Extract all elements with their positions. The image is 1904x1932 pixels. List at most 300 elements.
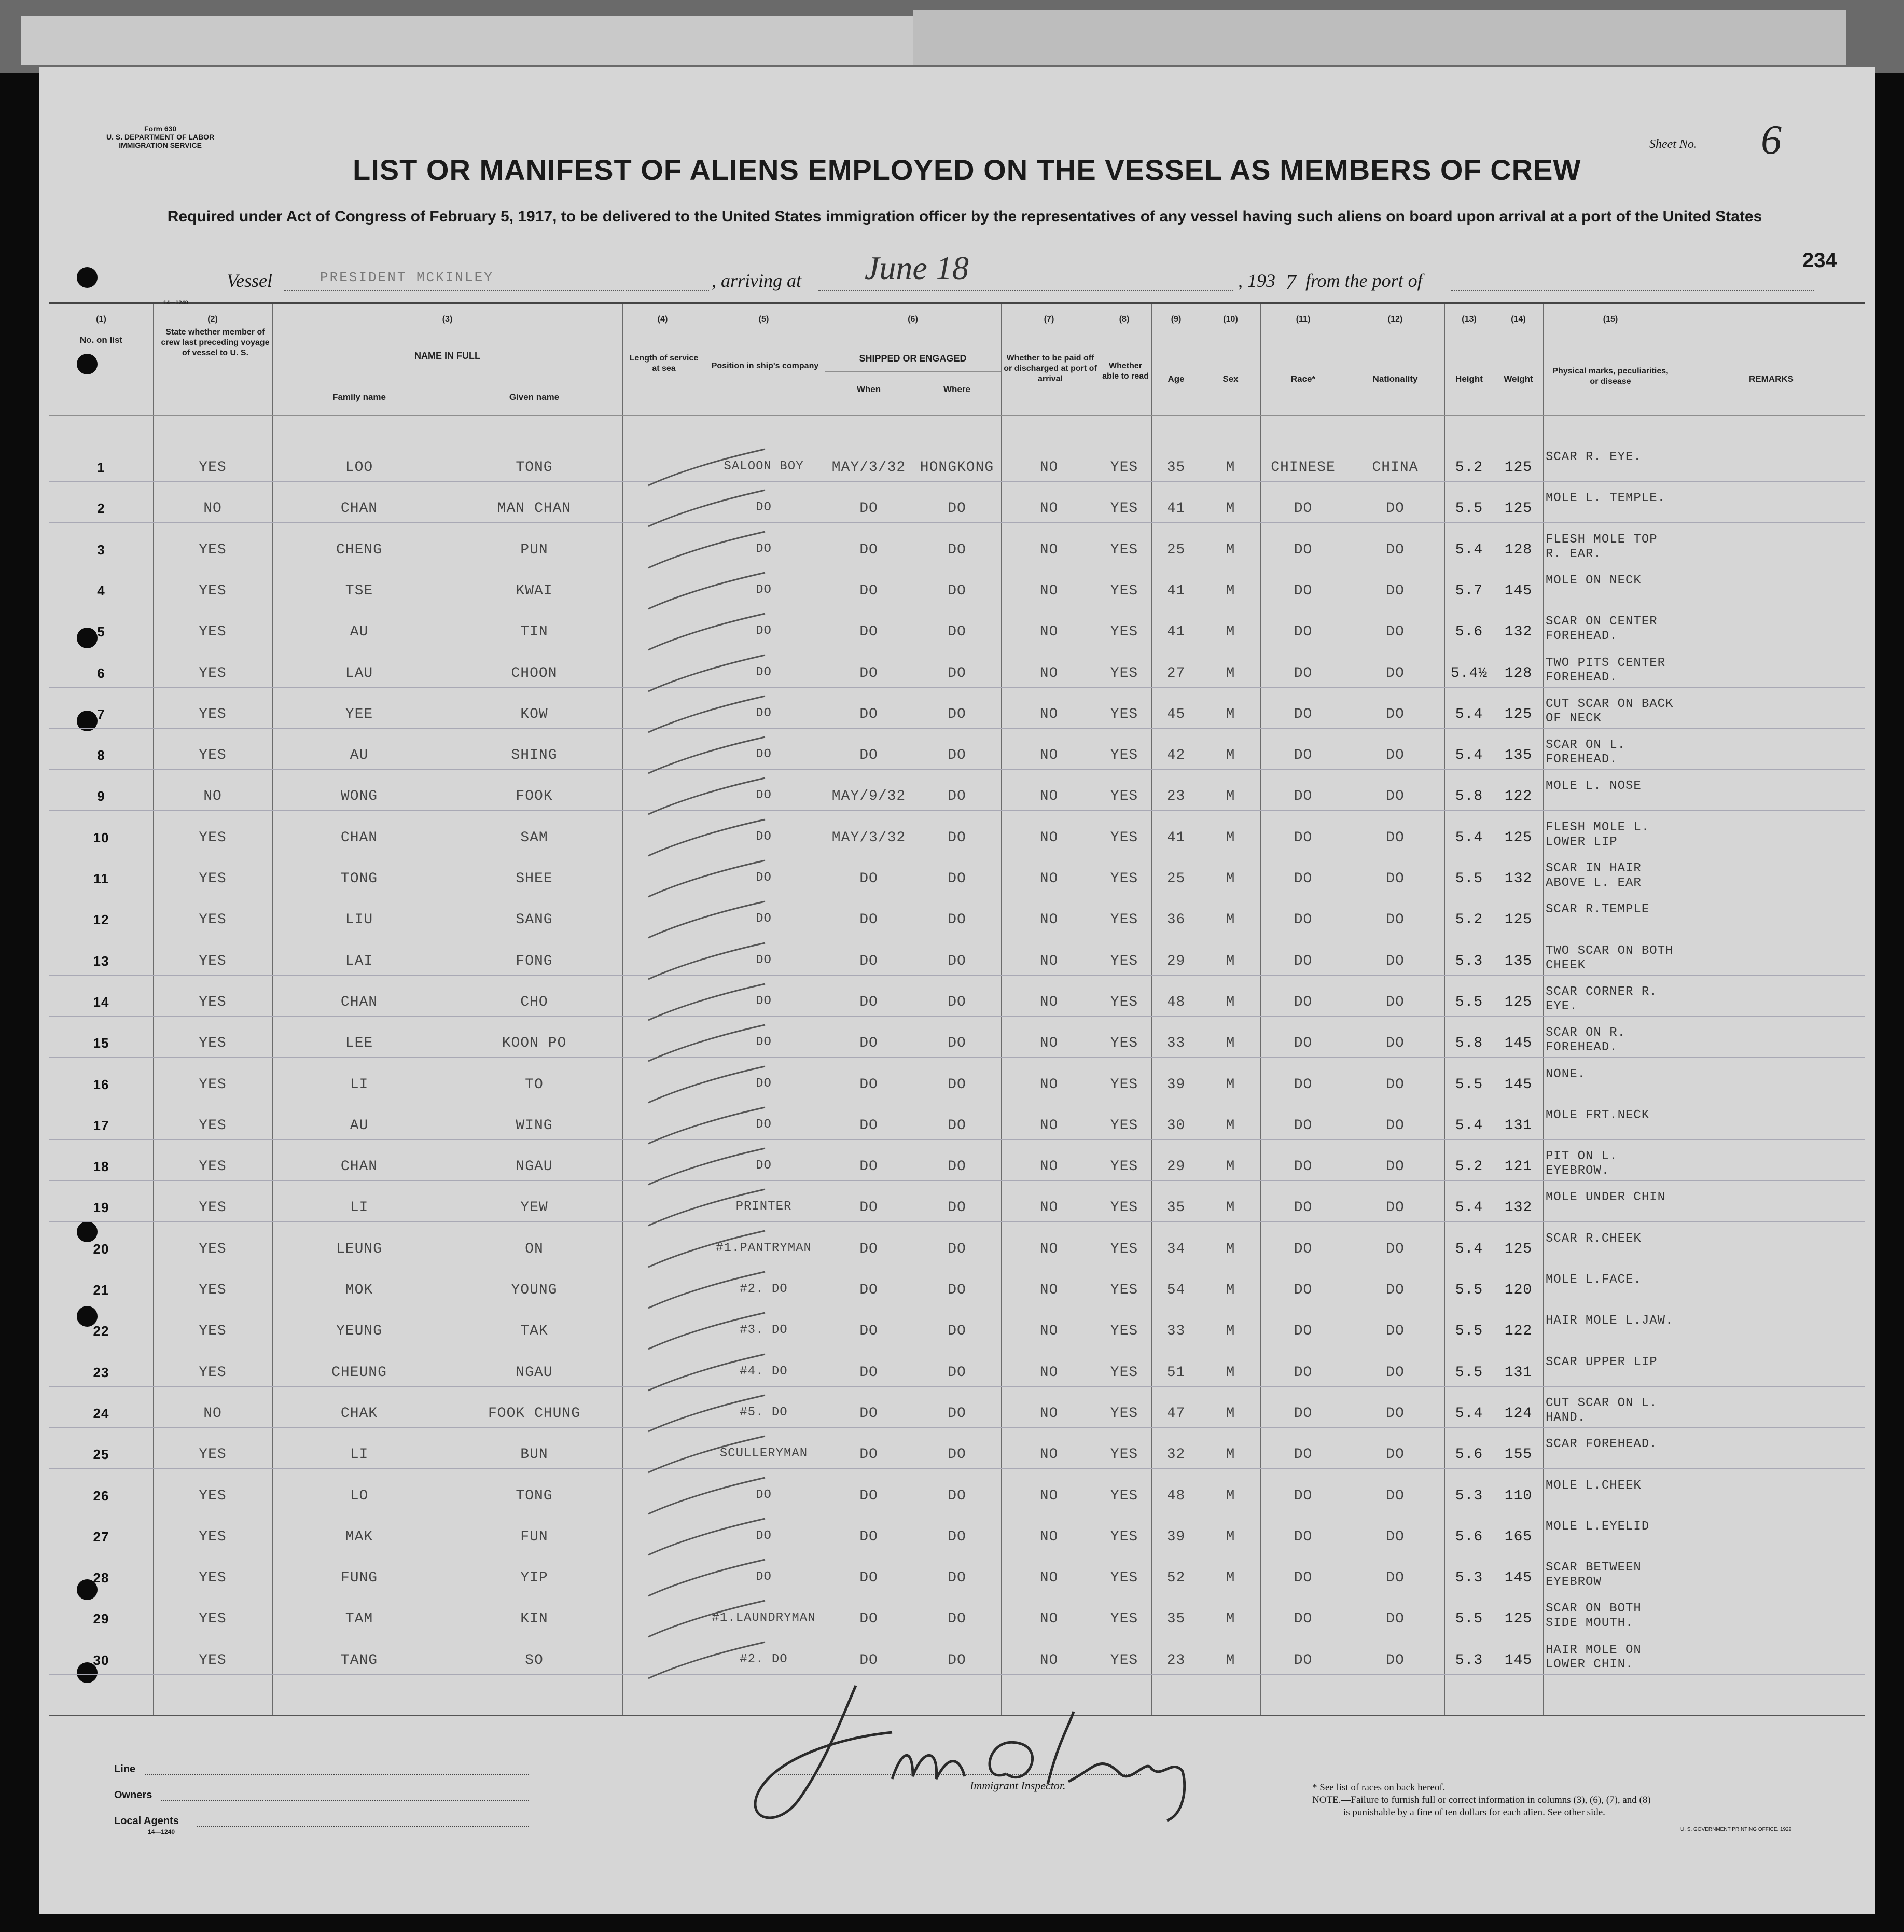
inspector-label: Immigrant Inspector.	[970, 1779, 1066, 1792]
cell-race: DO	[1294, 1076, 1313, 1093]
cell-weight: 125	[1504, 460, 1533, 476]
cell-where: DO	[948, 747, 966, 764]
cell-family-name: LAU	[345, 665, 373, 682]
cell-height: 5.4½	[1450, 665, 1488, 682]
cell-physical-marks: SCAR CORNER R. EYE.	[1546, 984, 1658, 1013]
cell-weight: 135	[1504, 747, 1533, 764]
cell-weight: 145	[1504, 1035, 1533, 1052]
cell-paid-off: NO	[1039, 706, 1059, 722]
row-number: 5	[97, 624, 105, 640]
cell-position: DO	[756, 1117, 772, 1132]
cell-nationality: DO	[1386, 953, 1405, 969]
cell-paid-off: NO	[1039, 1611, 1059, 1628]
cell-member: YES	[199, 871, 227, 887]
cell-when: DO	[859, 541, 878, 558]
cell-where: DO	[948, 1076, 966, 1093]
cell-when: DO	[859, 912, 878, 928]
cell-able-to-read: YES	[1110, 460, 1138, 476]
cell-height: 5.5	[1455, 1076, 1483, 1093]
pencil-check-mark	[646, 1064, 770, 1110]
races-note: * See list of races on back hereof.	[1312, 1782, 1446, 1793]
cell-given-name: TO	[525, 1076, 544, 1093]
cell-given-name: TAK	[520, 1323, 548, 1340]
cell-weight: 145	[1504, 1652, 1533, 1669]
cell-when: MAY/3/32	[831, 829, 906, 846]
year-prefix: , 193	[1238, 270, 1275, 291]
cell-family-name: LI	[350, 1076, 369, 1093]
cell-race: DO	[1294, 953, 1313, 969]
cell-paid-off: NO	[1039, 1159, 1059, 1175]
row-number: 22	[93, 1323, 109, 1339]
cell-physical-marks: MOLE L. TEMPLE.	[1546, 491, 1666, 506]
cell-when: DO	[859, 624, 878, 641]
cell-age: 42	[1166, 747, 1186, 764]
scan-top-strip	[0, 0, 1904, 73]
cell-weight: 121	[1504, 1159, 1533, 1175]
cell-when: DO	[859, 994, 878, 1010]
table-row	[49, 1427, 1865, 1428]
cell-weight: 110	[1504, 1488, 1533, 1504]
row-number: 7	[97, 706, 105, 722]
column-divider	[1543, 304, 1544, 1715]
column-number: (3)	[442, 315, 453, 324]
cell-race: DO	[1294, 1282, 1313, 1298]
cell-able-to-read: YES	[1110, 1076, 1138, 1093]
cell-able-to-read: YES	[1110, 1528, 1138, 1545]
cell-member: YES	[199, 747, 227, 764]
cell-age: 34	[1166, 1241, 1186, 1257]
cell-sex: M	[1226, 1405, 1235, 1422]
cell-sex: M	[1226, 1076, 1235, 1093]
cell-sex: M	[1226, 1528, 1235, 1545]
cell-race: DO	[1294, 1528, 1313, 1545]
cell-height: 5.4	[1455, 829, 1483, 846]
cell-physical-marks: SCAR ON BOTH SIDE MOUTH.	[1546, 1602, 1642, 1631]
header-where: Where	[943, 384, 970, 394]
cell-age: 33	[1166, 1035, 1186, 1052]
cell-height: 5.3	[1455, 1570, 1483, 1587]
cell-sex: M	[1226, 1652, 1235, 1669]
cell-physical-marks: SCAR R.CHEEK	[1546, 1231, 1642, 1246]
pencil-check-mark	[646, 1475, 770, 1522]
cell-where: DO	[948, 624, 966, 641]
table-row	[49, 481, 1865, 482]
table-row	[49, 1180, 1865, 1181]
cell-given-name: KWAI	[516, 582, 553, 599]
cell-nationality: DO	[1386, 912, 1405, 928]
cell-age: 54	[1166, 1282, 1186, 1298]
cell-family-name: MAK	[345, 1528, 373, 1545]
pencil-check-mark	[646, 1269, 770, 1316]
cell-able-to-read: YES	[1110, 665, 1138, 682]
cell-sex: M	[1226, 1611, 1235, 1628]
agents-label: Local Agents	[114, 1815, 179, 1827]
cell-weight: 132	[1504, 624, 1533, 641]
cell-nationality: DO	[1386, 1323, 1405, 1340]
cell-where: DO	[948, 706, 966, 722]
cell-given-name: NGAU	[516, 1364, 553, 1381]
cell-member: YES	[199, 1364, 227, 1381]
cell-where: DO	[948, 1447, 966, 1463]
cell-race: DO	[1294, 994, 1313, 1010]
cell-family-name: LI	[350, 1447, 369, 1463]
manifest-table	[49, 302, 1865, 1716]
agents-code: 14—1240	[148, 1828, 175, 1836]
form-number: Form 630	[144, 124, 177, 133]
cell-able-to-read: YES	[1110, 501, 1138, 517]
column-number: (7)	[1044, 315, 1054, 324]
cell-physical-marks: NONE.	[1546, 1067, 1586, 1081]
cell-weight: 128	[1504, 541, 1533, 558]
cell-race: DO	[1294, 706, 1313, 722]
from-port-label: from the port of	[1305, 270, 1423, 291]
cell-able-to-read: YES	[1110, 1570, 1138, 1587]
cell-position: DO	[756, 1488, 772, 1502]
cell-sex: M	[1226, 1117, 1235, 1134]
cell-position: DO	[756, 624, 772, 638]
row-number: 9	[97, 788, 105, 804]
cell-age: 23	[1166, 1652, 1186, 1669]
cell-sex: M	[1226, 582, 1235, 599]
header-shipped-or-engaged: SHIPPED OR ENGAGED	[859, 353, 967, 364]
cell-nationality: DO	[1386, 994, 1405, 1010]
cell-family-name: LIU	[345, 912, 373, 928]
cell-sex: M	[1226, 747, 1235, 764]
cell-sex: M	[1226, 1159, 1235, 1175]
pencil-check-mark	[646, 858, 770, 905]
cell-physical-marks: FLESH MOLE L. LOWER LIP	[1546, 820, 1650, 849]
cell-age: 52	[1166, 1570, 1186, 1587]
cell-race: DO	[1294, 829, 1313, 846]
cell-height: 5.2	[1455, 912, 1483, 928]
cell-height: 5.5	[1455, 1611, 1483, 1628]
cell-height: 5.5	[1455, 1364, 1483, 1381]
small-code: 14—1240	[163, 300, 188, 306]
cell-nationality: DO	[1386, 665, 1405, 682]
cell-sex: M	[1226, 1570, 1235, 1587]
cell-able-to-read: YES	[1110, 624, 1138, 641]
header-when: When	[856, 384, 881, 394]
cell-family-name: YEE	[345, 706, 373, 722]
cell-member: YES	[199, 1117, 227, 1134]
cell-height: 5.5	[1455, 871, 1483, 887]
cell-where: DO	[948, 1159, 966, 1175]
cell-given-name: CHO	[520, 994, 548, 1010]
cell-sex: M	[1226, 1282, 1235, 1298]
cell-given-name: KIN	[520, 1611, 548, 1628]
cell-where: DO	[948, 1200, 966, 1216]
cell-paid-off: NO	[1039, 1200, 1059, 1216]
table-row	[49, 975, 1865, 976]
cell-when: DO	[859, 1528, 878, 1545]
cell-able-to-read: YES	[1110, 582, 1138, 599]
cell-able-to-read: YES	[1110, 953, 1138, 969]
cell-height: 5.4	[1455, 706, 1483, 722]
row-number: 30	[93, 1652, 109, 1668]
cell-height: 5.3	[1455, 953, 1483, 969]
cell-nationality: DO	[1386, 1652, 1405, 1669]
vessel-underline	[284, 290, 709, 291]
cell-able-to-read: YES	[1110, 1200, 1138, 1216]
pencil-check-mark	[646, 1393, 770, 1439]
cell-race: DO	[1294, 1652, 1313, 1669]
cell-given-name: KOON PO	[502, 1035, 567, 1052]
cell-height: 5.5	[1455, 994, 1483, 1010]
row-number: 19	[93, 1200, 109, 1216]
cell-weight: 145	[1504, 582, 1533, 599]
cell-given-name: FOOK CHUNG	[488, 1405, 581, 1422]
cell-member: YES	[199, 1323, 227, 1340]
header-race: Race*	[1290, 374, 1316, 384]
column-number: (9)	[1171, 315, 1182, 324]
cell-where: DO	[948, 1282, 966, 1298]
cell-given-name: CHOON	[511, 665, 558, 682]
cell-where: DO	[948, 788, 966, 805]
header-age: Age	[1168, 374, 1185, 384]
cell-where: DO	[948, 1528, 966, 1545]
cell-weight: 124	[1504, 1405, 1533, 1422]
cell-race: DO	[1294, 912, 1313, 928]
cell-position: #2. DO	[740, 1282, 788, 1296]
pencil-check-mark	[646, 1228, 770, 1275]
cell-paid-off: NO	[1039, 1282, 1059, 1298]
cell-nationality: DO	[1386, 706, 1405, 722]
cell-position: DO	[756, 1528, 772, 1543]
cell-position: SALOON BOY	[724, 460, 804, 474]
cell-member: YES	[199, 460, 227, 476]
cell-paid-off: NO	[1039, 871, 1059, 887]
header-physical-marks: Physical marks, peculiarities, or disease	[1552, 367, 1669, 386]
cell-family-name: CHAK	[340, 1405, 378, 1422]
cell-when: DO	[859, 1159, 878, 1175]
printing-office-note: U. S. GOVERNMENT PRINTING OFFICE. 1929	[1680, 1827, 1792, 1832]
cell-race: DO	[1294, 1570, 1313, 1587]
cell-race: DO	[1294, 582, 1313, 599]
cell-paid-off: NO	[1039, 1405, 1059, 1422]
table-row	[49, 687, 1865, 688]
cell-nationality: DO	[1386, 1117, 1405, 1134]
cell-physical-marks: TWO PITS CENTER FOREHEAD.	[1546, 656, 1666, 685]
pencil-check-mark	[646, 1598, 770, 1645]
cell-where: DO	[948, 665, 966, 682]
pencil-check-mark	[646, 570, 770, 617]
cell-able-to-read: YES	[1110, 1405, 1138, 1422]
cell-race: DO	[1294, 1159, 1313, 1175]
arriving-label: , arriving at	[712, 270, 802, 291]
cell-given-name: TONG	[516, 1488, 553, 1504]
sheet-number: 6	[1761, 117, 1782, 163]
cell-where: DO	[948, 1364, 966, 1381]
cell-given-name: MAN CHAN	[497, 501, 572, 517]
cell-member: YES	[199, 541, 227, 558]
pencil-check-mark	[646, 1105, 770, 1151]
cell-family-name: TAM	[345, 1611, 373, 1628]
row-number: 14	[93, 994, 109, 1010]
cell-when: DO	[859, 1447, 878, 1463]
cell-age: 33	[1166, 1323, 1186, 1340]
cell-family-name: LAI	[345, 953, 373, 969]
pencil-check-mark	[646, 775, 770, 822]
cell-position: DO	[756, 1159, 772, 1173]
cell-where: DO	[948, 1117, 966, 1134]
cell-member: YES	[199, 1282, 227, 1298]
cell-physical-marks: SCAR ON CENTER FOREHEAD.	[1546, 615, 1658, 644]
cell-when: DO	[859, 1035, 878, 1052]
cell-when: DO	[859, 1117, 878, 1134]
column-number: (14)	[1511, 315, 1526, 324]
pencil-check-mark	[646, 734, 770, 781]
cell-race: DO	[1294, 501, 1313, 517]
line-field	[145, 1774, 529, 1775]
cell-nationality: DO	[1386, 1364, 1405, 1381]
cell-able-to-read: YES	[1110, 541, 1138, 558]
cell-height: 5.4	[1455, 747, 1483, 764]
owners-label: Owners	[114, 1789, 152, 1801]
previous-page-edge-right	[913, 10, 1846, 65]
cell-age: 27	[1166, 665, 1186, 682]
cell-given-name: FOOK	[516, 788, 553, 805]
row-number: 2	[97, 501, 105, 517]
cell-given-name: YIP	[520, 1570, 548, 1587]
cell-where: DO	[948, 1035, 966, 1052]
cell-race: DO	[1294, 1035, 1313, 1052]
cell-race: DO	[1294, 624, 1313, 641]
pencil-check-mark	[646, 981, 770, 1028]
table-row	[49, 1016, 1865, 1017]
cell-nationality: CHINA	[1372, 460, 1419, 476]
cell-physical-marks: HAIR MOLE ON LOWER CHIN.	[1546, 1643, 1642, 1672]
cell-position: DO	[756, 706, 772, 720]
cell-when: DO	[859, 1570, 878, 1587]
cell-age: 35	[1166, 1200, 1186, 1216]
column-number: (8)	[1119, 315, 1130, 324]
vessel-label: Vessel	[227, 270, 272, 291]
cell-weight: 128	[1504, 665, 1533, 682]
table-row	[49, 522, 1865, 523]
cell-able-to-read: YES	[1110, 1323, 1138, 1340]
cell-able-to-read: YES	[1110, 1117, 1138, 1134]
header-height: Height	[1455, 374, 1483, 384]
pencil-check-mark	[646, 899, 770, 946]
cell-nationality: DO	[1386, 1405, 1405, 1422]
cell-age: 47	[1166, 1405, 1186, 1422]
cell-given-name: KOW	[520, 706, 548, 722]
cell-sex: M	[1226, 1488, 1235, 1504]
footer-note	[1312, 1782, 1651, 1819]
header-remarks: REMARKS	[1749, 374, 1794, 384]
cell-physical-marks: FLESH MOLE TOP R. EAR.	[1546, 532, 1658, 561]
cell-position: #1.LAUNDRYMAN	[712, 1611, 816, 1625]
cell-age: 41	[1166, 624, 1186, 641]
cell-height: 5.3	[1455, 1652, 1483, 1669]
cell-able-to-read: YES	[1110, 1241, 1138, 1257]
cell-weight: 165	[1504, 1528, 1533, 1545]
port-underline	[1451, 290, 1814, 291]
cell-member: YES	[199, 1488, 227, 1504]
cell-able-to-read: YES	[1110, 829, 1138, 846]
cell-paid-off: NO	[1039, 1488, 1059, 1504]
cell-member: YES	[199, 912, 227, 928]
cell-nationality: DO	[1386, 871, 1405, 887]
cell-nationality: DO	[1386, 541, 1405, 558]
cell-where: DO	[948, 871, 966, 887]
cell-nationality: DO	[1386, 1282, 1405, 1298]
cell-when: DO	[859, 1405, 878, 1422]
row-number: 29	[93, 1611, 109, 1627]
cell-where: DO	[948, 994, 966, 1010]
cell-member: YES	[199, 1035, 227, 1052]
cell-member: YES	[199, 624, 227, 641]
cell-age: 45	[1166, 706, 1186, 722]
cell-family-name: CHAN	[340, 1159, 378, 1175]
column-number: (4)	[657, 315, 668, 324]
row-number: 15	[93, 1035, 109, 1051]
pencil-check-mark	[646, 1639, 770, 1686]
header-bottom-line	[49, 415, 1865, 416]
cell-paid-off: NO	[1039, 624, 1059, 641]
cell-able-to-read: YES	[1110, 788, 1138, 805]
cell-paid-off: NO	[1039, 912, 1059, 928]
row-number: 26	[93, 1488, 109, 1504]
cell-age: 41	[1166, 501, 1186, 517]
cell-member: YES	[199, 994, 227, 1010]
cell-paid-off: NO	[1039, 1117, 1059, 1134]
cell-sex: M	[1226, 460, 1235, 476]
cell-nationality: DO	[1386, 747, 1405, 764]
cell-member: NO	[203, 788, 222, 805]
cell-when: DO	[859, 1282, 878, 1298]
row-number: 3	[97, 541, 105, 558]
cell-height: 5.4	[1455, 1117, 1483, 1134]
cell-member: YES	[199, 1652, 227, 1669]
cell-sex: M	[1226, 1323, 1235, 1340]
cell-height: 5.4	[1455, 1241, 1483, 1257]
cell-sex: M	[1226, 541, 1235, 558]
cell-age: 23	[1166, 788, 1186, 805]
pencil-check-mark	[646, 693, 770, 740]
cell-given-name: TIN	[520, 624, 548, 641]
cell-where: DO	[948, 829, 966, 846]
pencil-check-mark	[646, 817, 770, 864]
cell-where: DO	[948, 1570, 966, 1587]
cell-race: DO	[1294, 747, 1313, 764]
cell-family-name: YEUNG	[336, 1323, 382, 1340]
table-row	[49, 1139, 1865, 1140]
row-number: 11	[93, 871, 109, 886]
column-number: (6)	[908, 315, 918, 324]
table-row	[49, 1468, 1865, 1469]
table-row	[49, 1057, 1865, 1058]
cell-able-to-read: YES	[1110, 1611, 1138, 1628]
cell-physical-marks: MOLE UNDER CHIN	[1546, 1190, 1666, 1205]
cell-paid-off: NO	[1039, 829, 1059, 846]
service-name: IMMIGRATION SERVICE	[119, 141, 202, 149]
header-sex: Sex	[1222, 374, 1239, 384]
cell-given-name: ON	[525, 1241, 544, 1257]
cell-weight: 125	[1504, 912, 1533, 928]
cell-age: 25	[1166, 541, 1186, 558]
cell-where: DO	[948, 1241, 966, 1257]
cell-able-to-read: YES	[1110, 747, 1138, 764]
cell-able-to-read: YES	[1110, 1159, 1138, 1175]
cell-race: DO	[1294, 1323, 1313, 1340]
cell-weight: 145	[1504, 1076, 1533, 1093]
cell-when: DO	[859, 871, 878, 887]
cell-where: DO	[948, 912, 966, 928]
header-family-name: Family name	[332, 392, 386, 402]
cell-family-name: AU	[350, 1117, 369, 1134]
cell-when: DO	[859, 706, 878, 722]
